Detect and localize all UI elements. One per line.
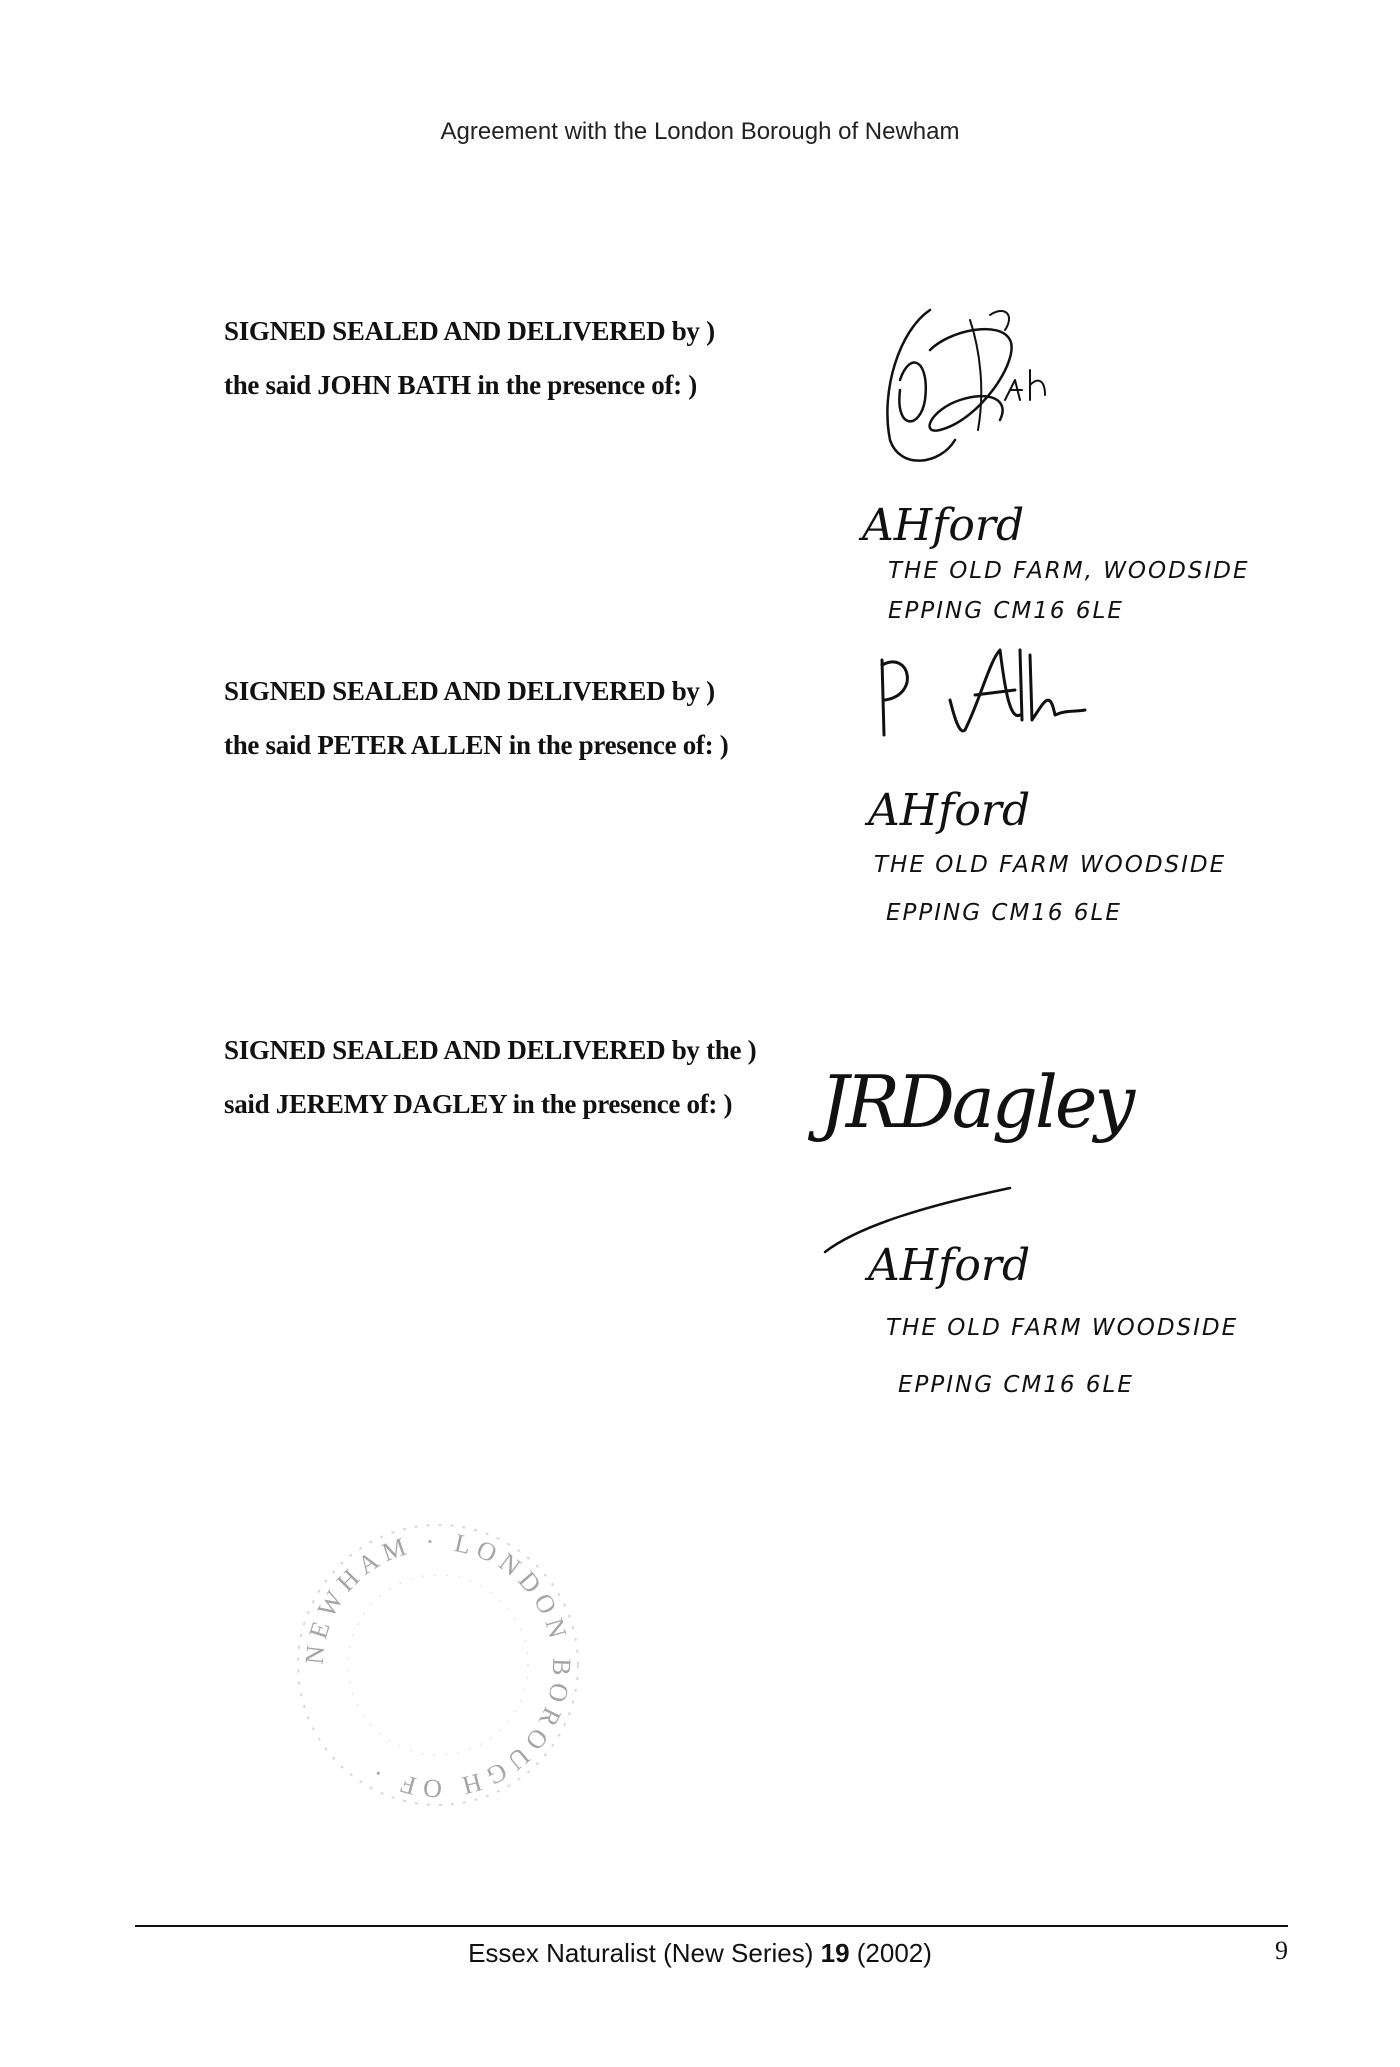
witness-address-2-line-1: THE OLD FARM WOODSIDE xyxy=(874,852,1227,878)
signature-block-line-1: SIGNED SEALED AND DELIVERED by ) xyxy=(224,316,715,346)
peter-allen-signature xyxy=(870,640,1100,750)
footer-journal-citation xyxy=(0,1938,1400,1969)
svg-text:NEWHAM · LONDON BOROUGH OF · xyxy=(299,1527,576,1804)
footer-volume: 19 xyxy=(820,1938,850,1968)
running-head: Agreement with the London Borough of Newham xyxy=(440,118,960,145)
seal-lettering: NEWHAM · LONDON BOROUGH OF · xyxy=(299,1526,577,1804)
jeremy-dagley-signature: JRDagley xyxy=(820,1060,1133,1144)
seal-circle-icon xyxy=(288,1515,588,1815)
signature-block-peter-allen xyxy=(224,664,728,772)
witness-signature-3: AHford xyxy=(868,1240,1031,1291)
witness-address-1-line-1: THE OLD FARM, WOODSIDE xyxy=(888,558,1250,584)
signature-block-line-2: the said PETER ALLEN in the presence of: ) xyxy=(224,730,729,760)
john-bath-signature xyxy=(860,290,1120,490)
footer-year: (2002) xyxy=(849,1938,932,1968)
footer-rule xyxy=(135,1925,1288,1927)
signature-block-john-bath xyxy=(224,304,715,412)
embossed-seal xyxy=(288,1515,588,1815)
signature-block-line-1: SIGNED SEALED AND DELIVERED by the ) xyxy=(224,1035,757,1065)
witness-address-2-line-2: EPPING CM16 6LE xyxy=(886,900,1122,926)
signature-block-line-2: the said JOHN BATH in the presence of: ) xyxy=(224,370,697,400)
witness-address-3-line-1: THE OLD FARM WOODSIDE xyxy=(886,1315,1239,1341)
witness-signature-2: AHford xyxy=(868,785,1031,836)
witness-address-1-line-2: EPPING CM16 6LE xyxy=(888,598,1124,624)
witness-address-3-line-2: EPPING CM16 6LE xyxy=(898,1372,1134,1398)
footer-journal-name: Essex Naturalist (New Series) xyxy=(468,1938,821,1968)
witness-signature-1: AHford xyxy=(862,500,1025,551)
page-number: 9 xyxy=(1275,1936,1288,1965)
signature-block-jeremy-dagley xyxy=(224,1023,756,1131)
signature-block-line-2: said JEREMY DAGLEY in the presence of: ) xyxy=(224,1089,733,1119)
signature-block-line-1: SIGNED SEALED AND DELIVERED by ) xyxy=(224,676,715,706)
